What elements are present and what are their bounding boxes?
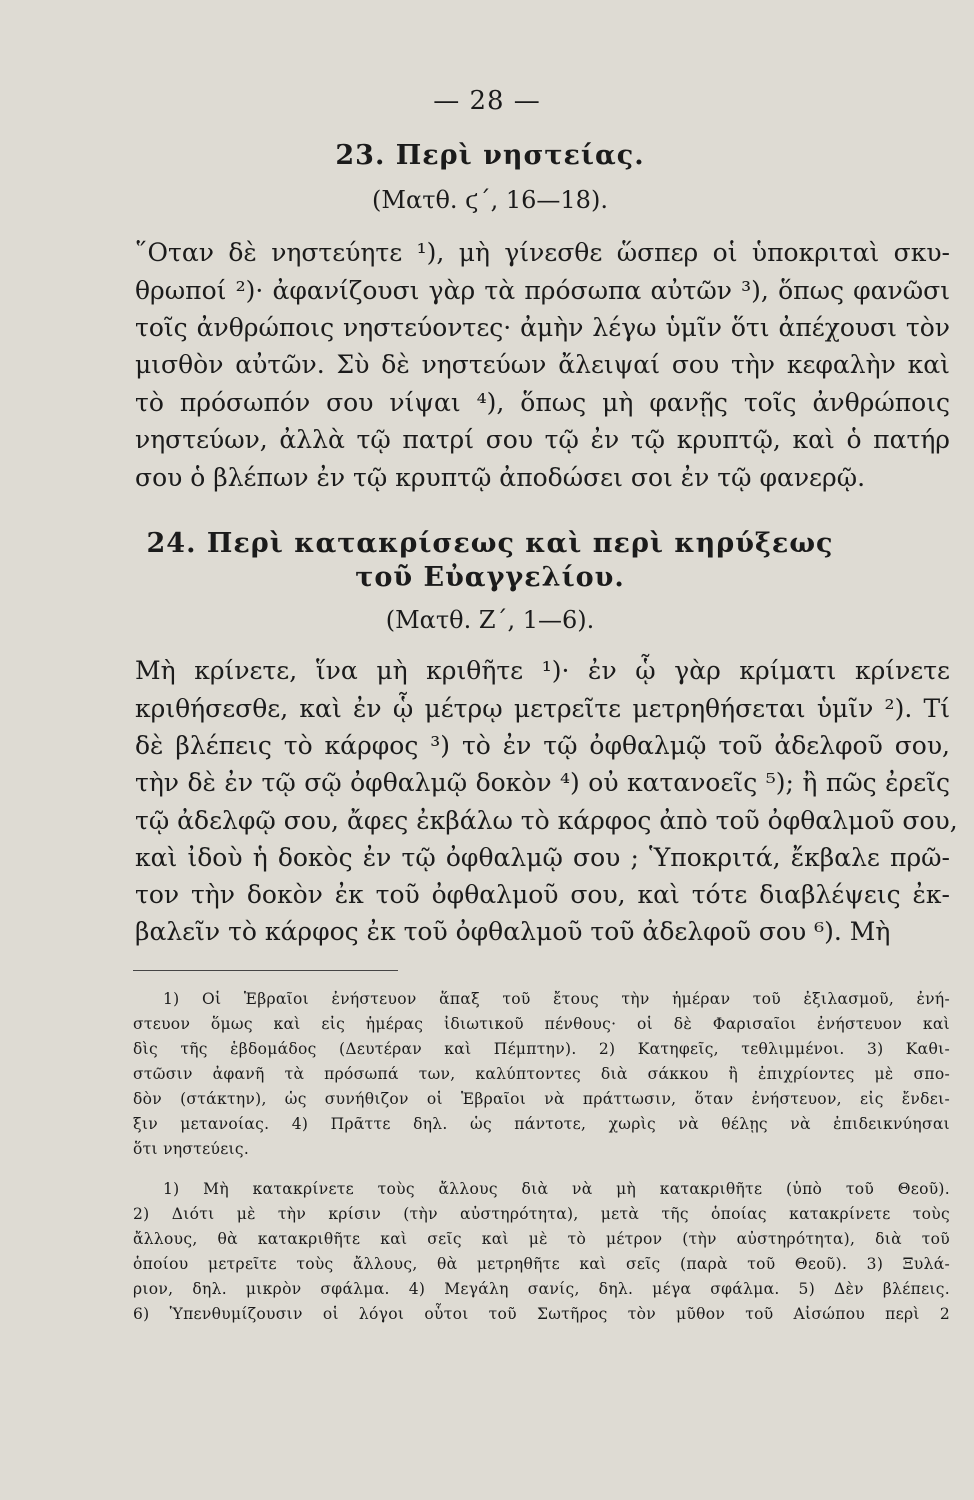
footnote-line: στευον ὅμως καὶ εἰς ἡμέρας ἰδιωτικοῦ πένθους· οἱ δὲ Φαρισαῖοι ἐνήστευον καὶ xyxy=(133,1015,950,1033)
footnote-line: 2) Διότι μὲ τὴν κρίσιν (τὴν αὐστηρότητα), μετὰ τῆς ὁποίας κατακρίνετε τοὺς xyxy=(133,1205,950,1223)
body-line: θρωποί ²)· ἀφανίζουσι γὰρ τὰ πρόσωπα αὐτῶν ³), ὅπως φανῶσι xyxy=(135,276,950,305)
body-line: ῞Οταν δὲ νηστεύητε ¹), μὴ γίνεσθε ὥσπερ οἱ ὑποκριταὶ σκυ- xyxy=(135,238,950,267)
body-line: Μὴ κρίνετε, ἵνα μὴ κριθῆτε ¹)· ἐν ᾧ γὰρ κρίματι κρίνετε xyxy=(135,656,950,685)
section-24-reference: (Ματθ. Ζ΄, 1—6). xyxy=(385,606,595,634)
footnote-line: δὶς τῆς ἑβδομάδος (Δευτέραν καὶ Πέμπτην). 2) Κατηφεῖς, τεθλιμμένοι. 3) Καθι- xyxy=(133,1040,950,1058)
footnote-line: ὁποίου μετρεῖτε τοὺς ἄλλους, θὰ μετρηθῆτε καὶ σεῖς (παρὰ τοῦ Θεοῦ). 3) Ξυλά- xyxy=(133,1255,950,1273)
body-line: καὶ ἰδοὺ ἡ δοκὸς ἐν τῷ ὀφθαλμῷ σου ; Ὑποκριτά, ἔκβαλε πρῶ- xyxy=(135,843,950,872)
footnote-line: στῶσιν ἀφανῆ τὰ πρόσωπά των, καλύπτοντες διὰ σάκκου ἢ ἐπιχρίοντες μὲ σπο- xyxy=(133,1065,950,1083)
footnote-line: ξιν μετανοίας. 4) Πρᾶττε δηλ. ὡς πάντοτε, χωρὶς νὰ θέλῃς νὰ ἐπιδεικνύησαι xyxy=(133,1115,950,1133)
body-line: βαλεῖν τὸ κάρφος ἐκ τοῦ ὀφθαλμοῦ τοῦ ἀδελφοῦ σου ⁶). Μὴ xyxy=(135,917,891,946)
footnote-line: 1) Μὴ κατακρίνετε τοὺς ἄλλους διὰ νὰ μὴ κατακριθῆτε (ὑπὸ τοῦ Θεοῦ). xyxy=(163,1180,950,1198)
footnote-line: δὸν (στάκτην), ὡς συνήθιζον οἱ Ἑβραῖοι νὰ πράττωσιν, ὅταν ἐνήστευον, εἰς ἔνδει- xyxy=(133,1090,950,1108)
footnote-line: 1) Οἱ Ἑβραῖοι ἐνήστευον ἅπαξ τοῦ ἔτους τὴν ἡμέραν τοῦ ἐξιλασμοῦ, ἐνή- xyxy=(163,990,950,1008)
body-line: δὲ βλέπεις τὸ κάρφος ³) τὸ ἐν τῷ ὀφθαλμῷ τοῦ ἀδελφοῦ σου, xyxy=(135,731,950,760)
footnote-line: ὅτι νηστεύεις. xyxy=(133,1140,250,1158)
body-line: νηστεύων, ἀλλὰ τῷ πατρί σου τῷ ἐν τῷ κρυπτῷ, καὶ ὁ πατήρ xyxy=(135,425,950,454)
body-line: τὴν δὲ ἐν τῷ σῷ ὀφθαλμῷ δοκὸν ⁴) οὐ κατανοεῖς ⁵); ἢ πῶς ἐρεῖς xyxy=(135,768,950,797)
section-23-reference: (Ματθ. ϛ΄, 16—18). xyxy=(372,186,608,214)
body-line: τοῖς ἀνθρώποις νηστεύοντες· ἀμὴν λέγω ὑμῖν ὅτι ἀπέχουσι τὸν xyxy=(135,313,950,342)
body-line: σου ὁ βλέπων ἐν τῷ κρυπτῷ ἀποδώσει σοι ἐν τῷ φανερῷ. xyxy=(135,463,866,492)
body-line: μισθὸν αὐτῶν. Σὺ δὲ νηστεύων ἄλειψαί σου τὴν κεφαλὴν καὶ xyxy=(135,350,950,379)
body-line: τὸ πρόσωπόν σου νίψαι ⁴), ὅπως μὴ φανῇς τοῖς ἀνθρώποις xyxy=(135,388,950,417)
body-line: τον τὴν δοκὸν ἐκ τοῦ ὀφθαλμοῦ σου, καὶ τότε διαβλέψεις ἐκ- xyxy=(135,880,950,909)
page-number: — 28 — xyxy=(433,86,541,116)
footnote-divider xyxy=(133,970,398,971)
body-line: τῷ ἀδελφῷ σου, ἄφες ἐκβάλω τὸ κάρφος ἀπὸ τοῦ ὀφθαλμοῦ σου, xyxy=(135,806,958,835)
section-24-heading-line-2: τοῦ Εὐαγγελίου. xyxy=(355,562,625,593)
body-line: κριθήσεσθε, καὶ ἐν ᾧ μέτρῳ μετρεῖτε μετρηθήσεται ὑμῖν ²). Τί xyxy=(135,694,950,723)
section-24-heading-line-1: 24. Περὶ κατακρίσεως καὶ περὶ κηρύξεως xyxy=(146,528,834,559)
footnote-line: ριον, δηλ. μικρὸν σφάλμα. 4) Μεγάλη σανίς, δηλ. μέγα σφάλμα. 5) Δὲν βλέπεις. xyxy=(133,1280,950,1298)
footnote-line: ἄλλους, θὰ κατακριθῆτε καὶ σεῖς καὶ μὲ τὸ μέτρον (τὴν αὐστηρότητα), διὰ τοῦ xyxy=(133,1230,950,1248)
section-23-heading: 23. Περὶ νηστείας. xyxy=(335,140,645,171)
footnote-line: 6) Ὑπενθυμίζουσιν οἱ λόγοι οὗτοι τοῦ Σωτῆρος τὸν μῦθον τοῦ Αἰσώπου περὶ 2 xyxy=(133,1305,950,1323)
